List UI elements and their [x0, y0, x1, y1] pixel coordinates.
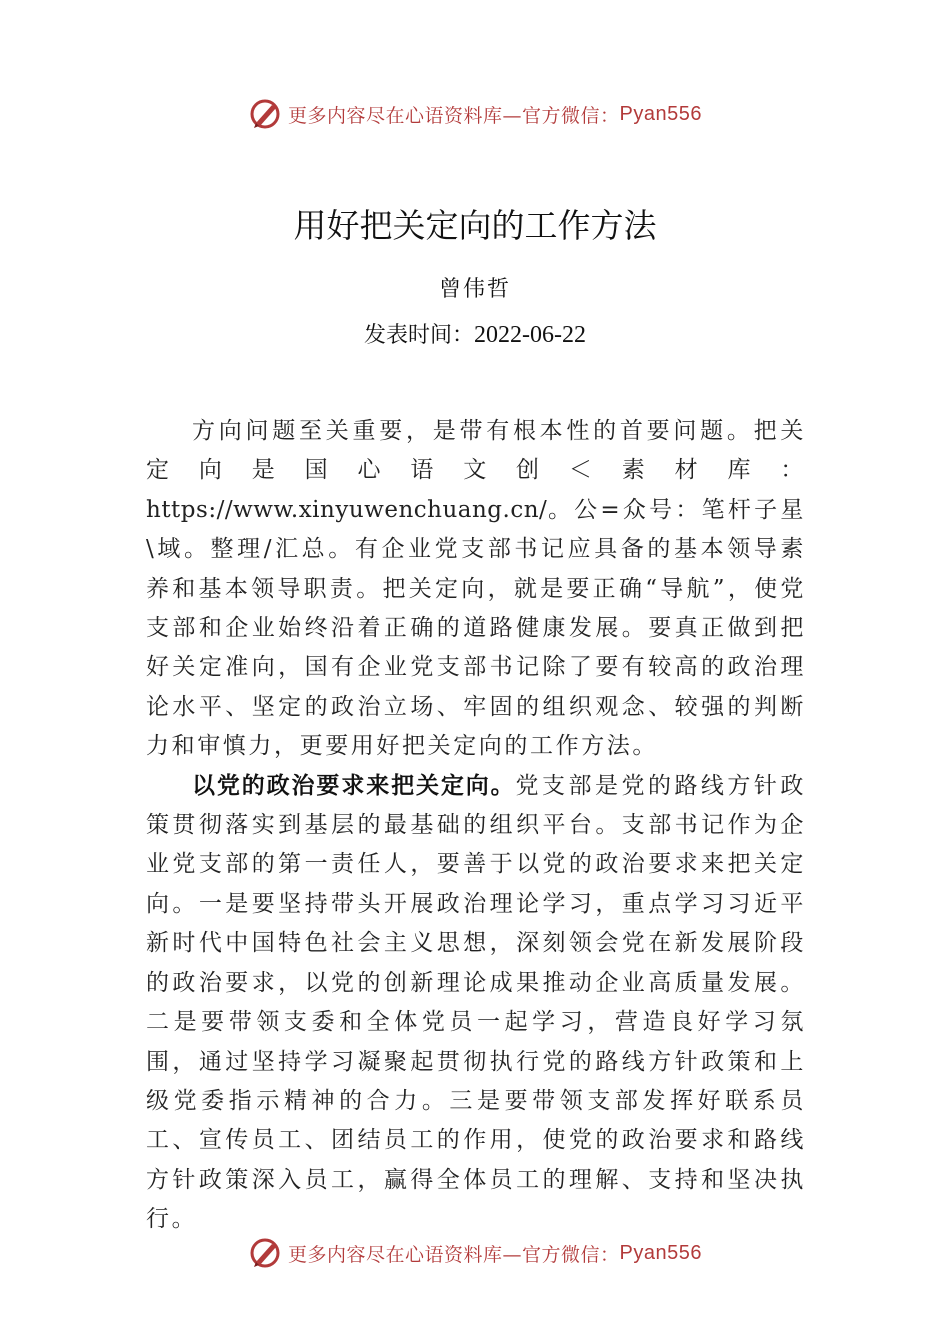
- pen-logo-icon: [248, 1236, 282, 1270]
- banner-text: 更多内容尽在心语资料库—官方微信：: [288, 104, 620, 127]
- paragraph-2-text: 党支部是党的路线方针政策贯彻落实到基层的最基础的组织平台。支部书记作为企业党支部的第一责任人，要善于以党的政治要求来把关定向。一是要坚持带头开展政治理论学习，重点学习习近平新时代中国特色社会主义思想，深刻领会党在新发展阶段的政治要求，以党的创新理论成果推动企业高质量发展。二是要带领支委和全体党员一起学习，营造良好学习氛围，通过坚持学习凝聚起贯彻执行党的路线方针政策和上级党委指示精神的合力。三是要带领支部发挥好联系员工、宣传员工、团结员工的作用，使党的政治要求和路线方针政策深入员工，赢得全体员工的理解、支持和坚决执行。: [146, 772, 806, 1233]
- author-name: 曾伟哲: [438, 277, 511, 302]
- paragraph-1-text-b: 。公=众号：笔杆子星\域。整理/汇总。有企业党支部书记应具备的基本领导素养和基本领导职责。把关定向，就是要正确“导航”，使党支部和企业始终沿着正确的道路健康发展。要真正做到把好关定准向，国有企业党支部书记除了要有较高的政治理论水平、坚定的政治立场、牢固的组织观念、较强的判断力和审慎力，更要用好把关定向的工作方法。: [146, 496, 806, 760]
- article-body: [146, 412, 806, 1240]
- banner-wechat-id: Pyan556: [619, 102, 702, 125]
- source-url-link[interactable]: https://www.xinyuwenchuang.cn/: [146, 496, 548, 523]
- footer-watermark-banner: [0, 1233, 950, 1273]
- publish-date: [0, 318, 950, 349]
- paragraph-1-text-a: 方向问题至关重要，是带有根本性的首要问题。把关定向是国心语文创＜素材库：: [146, 418, 806, 484]
- pen-logo-icon: [248, 97, 282, 131]
- header-watermark-banner: [0, 94, 950, 134]
- paragraph-1: [146, 412, 806, 767]
- paragraph-2: [146, 767, 806, 1240]
- banner-text: 更多内容尽在心语资料库—官方微信：: [288, 1243, 620, 1266]
- banner-wechat-id: Pyan556: [619, 1241, 702, 1264]
- date-value: 2022-06-22: [474, 322, 586, 348]
- page-title: 用好把关定向的工作方法: [293, 206, 657, 245]
- paragraph-2-heading: 以党的政治要求来把关定向。: [192, 772, 516, 799]
- date-label: 发表时间：: [364, 323, 475, 348]
